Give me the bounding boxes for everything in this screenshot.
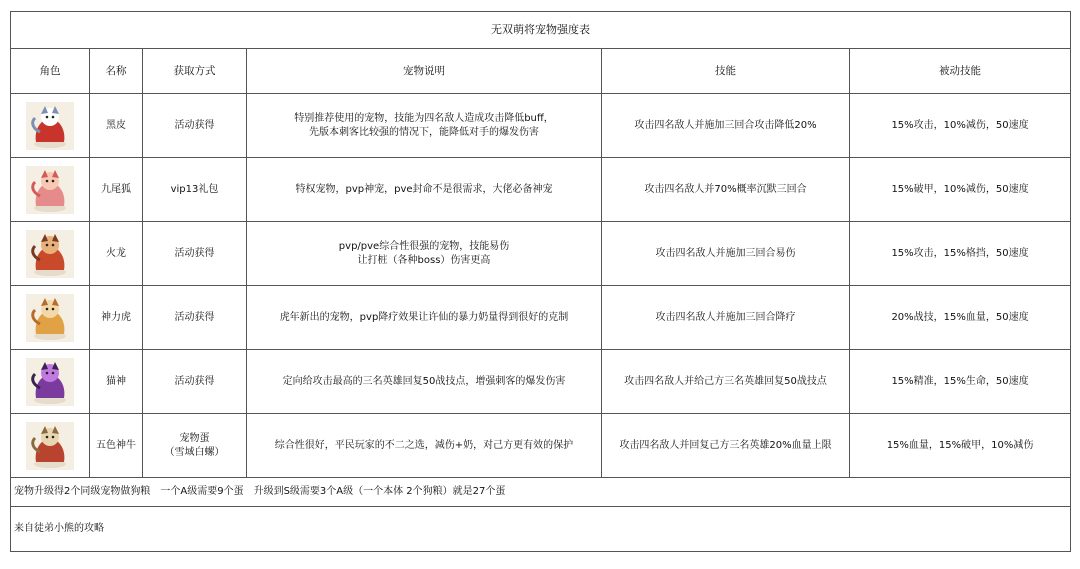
pet-skill: 攻击四名敌人并给己方三名英雄回复50战技点 [602,350,850,414]
pet-name: 猫神 [90,350,143,414]
upgrade-note-row [11,478,1071,507]
header-role: 角色 [11,49,90,94]
pet-passive-skill: 15%攻击，15%格挡，50速度 [850,222,1071,286]
pet-description: 虎年新出的宠物，pvp降疗效果让许仙的暴力奶量得到很好的克制 [247,286,602,350]
pet-name: 九尾狐 [90,158,143,222]
header-obtain: 获取方式 [143,49,247,94]
pet-skill: 攻击四名敌人并回复己方三名英雄20%血量上限 [602,414,850,478]
pet-portrait-cell [11,350,90,414]
pet-obtain-method: 活动获得 [143,94,247,158]
source-row [11,507,1071,552]
source-credit: 来自徒弟小熊的攻略 [11,507,1071,552]
pet-obtain-method: 活动获得 [143,350,247,414]
pet-name: 火龙 [90,222,143,286]
header-name: 名称 [90,49,143,94]
pet-portrait-cell [11,222,90,286]
pet-description: 定向给攻击最高的三名英雄回复50战技点，增强刺客的爆发伤害 [247,350,602,414]
pet-strength-table [10,11,1071,552]
santa-pet-icon [26,102,74,150]
fire-dragon-icon [26,230,74,278]
table-row [11,94,1071,158]
pet-passive-skill: 15%血量，15%破甲，10%减伤 [850,414,1071,478]
pet-skill: 攻击四名敌人并施加三回合降疗 [602,286,850,350]
header-passive: 被动技能 [850,49,1071,94]
pet-obtain-method: vip13礼包 [143,158,247,222]
pet-portrait-cell [11,414,90,478]
pet-passive-skill: 15%破甲，10%减伤，50速度 [850,158,1071,222]
table-title: 无双萌将宠物强度表 [11,12,1071,49]
header-desc: 宠物说明 [247,49,602,94]
pet-name: 神力虎 [90,286,143,350]
pet-description: 特权宠物，pvp神宠，pve封命不是很需求，大佬必备神宠 [247,158,602,222]
table-row [11,350,1071,414]
pet-description: 综合性很好，平民玩家的不二之选，减伤+奶，对己方更有效的保护 [247,414,602,478]
table-row [11,158,1071,222]
five-color-bull-icon [26,422,74,470]
pet-obtain-method: 宠物蛋 （雪域白螺） [143,414,247,478]
cat-god-icon [26,358,74,406]
pet-obtain-method: 活动获得 [143,286,247,350]
pet-obtain-method: 活动获得 [143,222,247,286]
pet-passive-skill: 20%战技，15%血量，50速度 [850,286,1071,350]
pet-name: 黑皮 [90,94,143,158]
pet-passive-skill: 15%精准，15%生命，50速度 [850,350,1071,414]
pet-portrait-cell [11,286,90,350]
pet-skill: 攻击四名敌人并70%概率沉默三回合 [602,158,850,222]
table-row [11,414,1071,478]
pet-passive-skill: 15%攻击，10%减伤，50速度 [850,94,1071,158]
table-row [11,222,1071,286]
pet-description: 特别推荐使用的宠物，技能为四名敌人造成攻击降低buff， 先版本刺客比较强的情况下，能降低对手的爆发伤害 [247,94,602,158]
pet-skill: 攻击四名敌人并施加三回合攻击降低20% [602,94,850,158]
pet-portrait-cell [11,158,90,222]
divine-tiger-icon [26,294,74,342]
pet-name: 五色神牛 [90,414,143,478]
pet-skill: 攻击四名敌人并施加三回合易伤 [602,222,850,286]
nine-tailed-fox-icon [26,166,74,214]
pet-portrait-cell [11,94,90,158]
pet-description: pvp/pve综合性很强的宠物，技能易伤 让打桩（各种boss）伤害更高 [247,222,602,286]
upgrade-note: 宠物升级得2个同级宠物做狗粮 一个A级需要9个蛋 升级到S级需要3个A级（一个本体 2个狗粮）就是27个蛋 [11,478,1071,507]
header-row [11,49,1071,94]
header-skill: 技能 [602,49,850,94]
table-row [11,286,1071,350]
